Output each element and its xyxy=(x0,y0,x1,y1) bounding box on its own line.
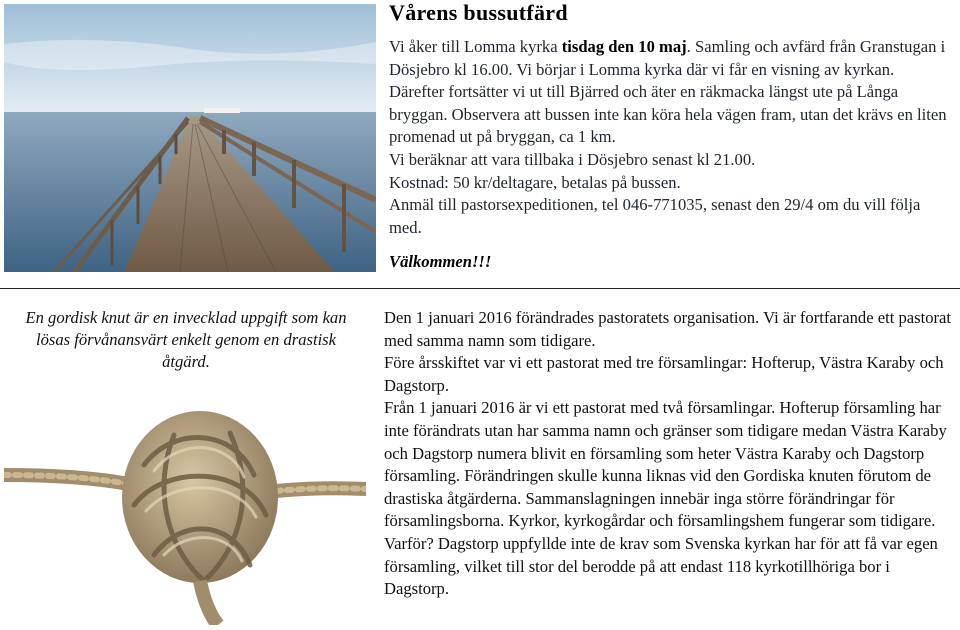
knot-photo xyxy=(4,405,366,625)
article-paragraph-3: Från 1 januari 2016 är vi ett pastorat med två församlingar. Hofterup församling har inte förändrats utan har samma namn och gränser som tidigare medan Västra Karaby och Dagstorp numera blivit en församling som heter Västra Karaby och Dagstorp församling. Förändringen skulle kunna liknas vid den Gordiska knuten förutom de drastiska åtgärderna. Sammanslagningen innebär inga större förändringar för församlingsborna. Kyrkor, kyrkogårdar och församlingshem fungerar som tidigare. xyxy=(384,398,947,531)
trip-signup: Anmäl till pastorsexpeditionen, tel 046-771035, senast den 29/4 om du vill följa med. xyxy=(389,195,921,237)
trip-return: Vi beräknar att vara tillbaka i Dösjebro senast kl 21.00. xyxy=(389,149,756,169)
pastorate-article xyxy=(384,307,952,601)
section-divider xyxy=(0,288,960,289)
trip-details xyxy=(389,36,949,239)
trip-date: tisdag den 10 maj xyxy=(561,37,687,56)
article-paragraph-4: Varför? Dagstorp uppfyllde inte de krav som Svenska kyrkan har för att få var egen församling, vilket till stor del berodde på att endast 118 kyrkotillhöriga bor i Dagstorp. xyxy=(384,533,938,599)
trip-cost: Kostnad: 50 kr/deltagare, betalas på bussen. xyxy=(389,172,681,192)
gordian-knot-quote: En gordisk knut är en invecklad uppgift som kan lösas förvånansvärt enkelt genom en drastisk åtgärd. xyxy=(25,308,347,371)
trip-intro: Vi åker till Lomma kyrka tisdag den 10 maj. Samling och avfärd från Granstugan i Dösjebro kl 16.00. Vi börjar i Lomma kyrka där vi får en visning av kyrkan. Därefter fortsätter vi ut till Bjärred och äter en räkmacka längst ute på Långa bryggan. Observera att bussen inte kan köra hela vägen fram, utan det krävs en liten promenad ut på bryggan, ca 1 km. xyxy=(389,37,947,147)
article-paragraph-1: Den 1 januari 2016 förändrades pastoratets organisation. Vi är fortfarande ett pastorat med samma namn som tidigare. xyxy=(384,308,951,350)
article-paragraph-2: Före årsskiftet var vi ett pastorat med tre församlingar: Hofterup, Västra Karaby och Dagstorp. xyxy=(384,353,944,395)
welcome-text: Välkommen!!! xyxy=(389,252,492,271)
trip-title: Vårens bussutfärd xyxy=(389,0,568,25)
pier-photo xyxy=(4,4,376,272)
